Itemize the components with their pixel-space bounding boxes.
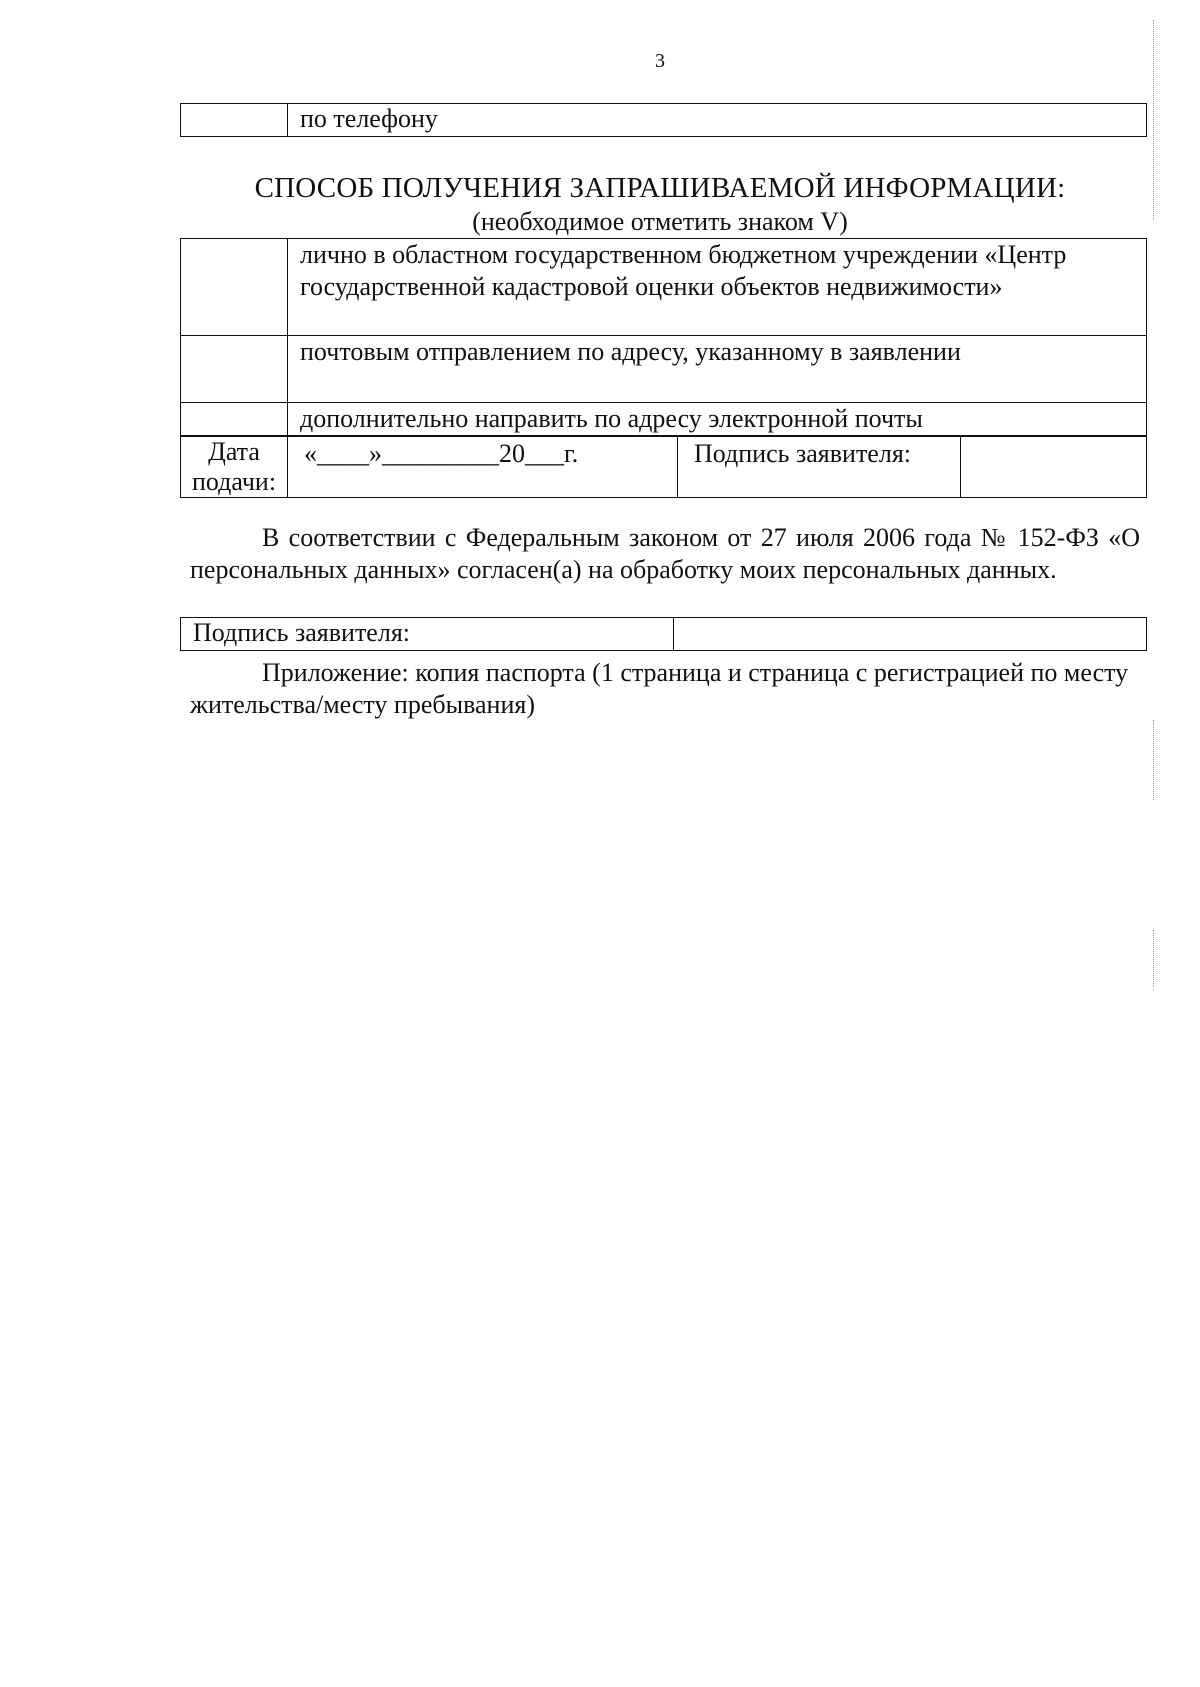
- signature-field[interactable]: [961, 437, 1147, 498]
- option-email-label: дополнительно направить по адресу электронной почты: [288, 403, 1147, 436]
- table-row: [181, 618, 1147, 651]
- checkbox-cell[interactable]: [181, 403, 288, 436]
- section-instruction: (необходимое отметить знаком V): [472, 207, 848, 236]
- checkbox-cell[interactable]: [181, 104, 288, 137]
- table-row: [181, 239, 1147, 336]
- consent-paragraph: В соответствии с Федеральным законом от 27 июля 2006 года № 152-ФЗ «О персональных данных» согласен(а) на обработку моих персональных данных.: [190, 523, 1140, 584]
- option-phone-label: по телефону: [288, 104, 1147, 137]
- date-field[interactable]: «____»_________20___г.: [288, 437, 678, 498]
- date-label: Дата подачи:: [181, 437, 288, 498]
- table-row: [181, 403, 1147, 436]
- scan-edge-mark: [1153, 20, 1154, 220]
- table-row: [181, 336, 1147, 403]
- contact-method-table: [180, 103, 1147, 137]
- table-row: [181, 104, 1147, 137]
- date-signature-table: [180, 436, 1147, 498]
- consent-signature-table: [180, 617, 1147, 651]
- signature-label: Подпись заявителя:: [678, 437, 961, 498]
- consent-signature-field[interactable]: [674, 618, 1147, 651]
- checkbox-cell[interactable]: [181, 239, 288, 336]
- page-number: 3: [655, 50, 665, 72]
- attachment-paragraph: Приложение: копия паспорта (1 страница и страница с регистрацией по месту жительства/месту пребывания): [190, 658, 1129, 719]
- scan-edge-mark: [1153, 720, 1154, 800]
- scan-edge-mark: [1153, 930, 1154, 990]
- checkbox-cell[interactable]: [181, 336, 288, 403]
- consent-signature-label: Подпись заявителя:: [181, 618, 674, 651]
- option-in-person-label: лично в областном государственном бюджетном учреждении «Центр государственной кадастровой оценки объектов недвижимости»: [288, 239, 1147, 336]
- section-heading: СПОСОБ ПОЛУЧЕНИЯ ЗАПРАШИВАЕМОЙ ИНФОРМАЦИИ:: [254, 172, 1066, 204]
- option-mail-label: почтовым отправлением по адресу, указанному в заявлении: [288, 336, 1147, 403]
- delivery-method-table: [180, 238, 1147, 436]
- table-row: [181, 437, 1147, 498]
